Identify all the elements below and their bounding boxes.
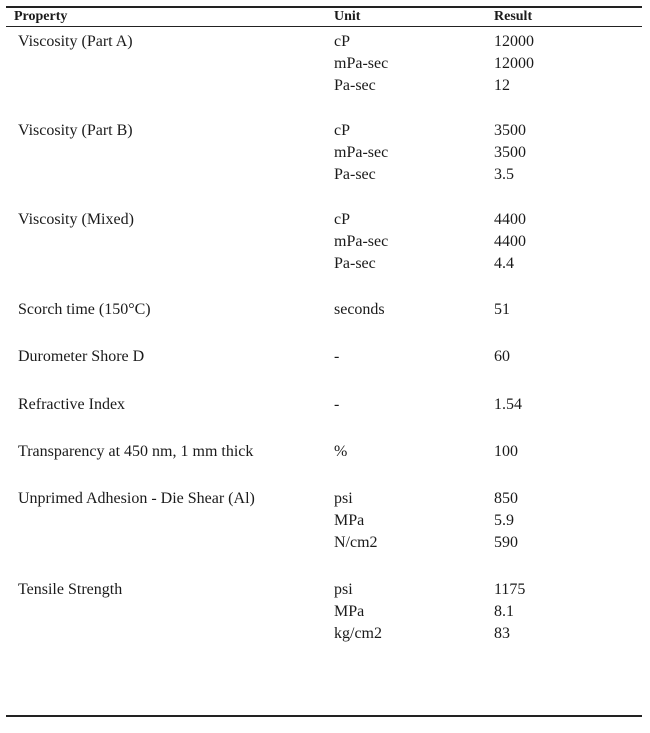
- result-cell: 3.5: [494, 166, 514, 183]
- unit-cell: cP: [334, 211, 350, 228]
- result-cell: 12: [494, 77, 510, 94]
- result-cell: 51: [494, 301, 510, 318]
- result-cell: 12000: [494, 55, 534, 72]
- result-cell: 12000: [494, 33, 534, 50]
- property-cell: Unprimed Adhesion - Die Shear (Al): [18, 490, 255, 507]
- property-cell: Viscosity (Part B): [18, 122, 133, 139]
- result-cell: 4.4: [494, 255, 514, 272]
- unit-cell: -: [334, 348, 340, 365]
- result-cell: 60: [494, 348, 510, 365]
- top-rule: [6, 6, 642, 8]
- result-cell: 8.1: [494, 603, 514, 620]
- result-cell: 850: [494, 490, 518, 507]
- header-rule: [6, 26, 642, 27]
- result-cell: 3500: [494, 122, 526, 139]
- result-cell: 1.54: [494, 396, 522, 413]
- unit-cell: mPa-sec: [334, 55, 389, 72]
- header-unit: Unit: [334, 9, 361, 24]
- unit-cell: MPa: [334, 512, 365, 529]
- unit-cell: N/cm2: [334, 534, 378, 551]
- property-cell: Scorch time (150°C): [18, 301, 151, 318]
- unit-cell: %: [334, 443, 348, 460]
- unit-cell: cP: [334, 33, 350, 50]
- unit-cell: MPa: [334, 603, 365, 620]
- unit-cell: kg/cm2: [334, 625, 382, 642]
- result-cell: 5.9: [494, 512, 514, 529]
- property-cell: Viscosity (Part A): [18, 33, 133, 50]
- unit-cell: psi: [334, 581, 353, 598]
- result-cell: 1175: [494, 581, 526, 598]
- property-cell: Viscosity (Mixed): [18, 211, 134, 228]
- property-cell: Durometer Shore D: [18, 348, 145, 365]
- unit-cell: Pa-sec: [334, 166, 376, 183]
- result-cell: 3500: [494, 144, 526, 161]
- property-cell: Tensile Strength: [18, 581, 123, 598]
- property-cell: Transparency at 450 nm, 1 mm thick: [18, 443, 254, 460]
- unit-cell: seconds: [334, 301, 385, 318]
- unit-cell: mPa-sec: [334, 144, 389, 161]
- header-property: Property: [14, 9, 68, 24]
- unit-cell: -: [334, 396, 340, 413]
- unit-cell: psi: [334, 490, 353, 507]
- unit-cell: Pa-sec: [334, 77, 376, 94]
- header-result: Result: [494, 9, 533, 24]
- unit-cell: cP: [334, 122, 350, 139]
- result-cell: 100: [494, 443, 518, 460]
- bottom-rule: [6, 715, 642, 717]
- unit-cell: Pa-sec: [334, 255, 376, 272]
- result-cell: 590: [494, 534, 518, 551]
- property-cell: Refractive Index: [18, 396, 126, 413]
- result-cell: 4400: [494, 211, 526, 228]
- unit-cell: mPa-sec: [334, 233, 389, 250]
- result-cell: 4400: [494, 233, 526, 250]
- result-cell: 83: [494, 625, 510, 642]
